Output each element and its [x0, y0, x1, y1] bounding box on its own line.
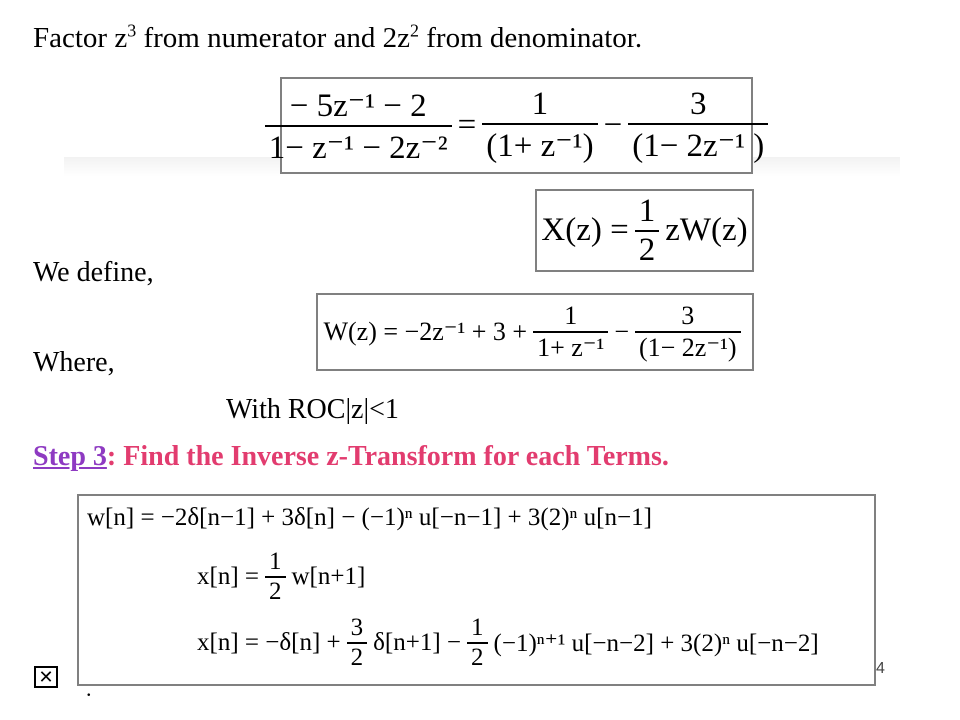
heading-pre: Factor z	[33, 22, 128, 54]
x-of-z-rhs: zW(z)	[665, 212, 748, 248]
fraction-half-2-numerator: 1	[269, 548, 282, 575]
equation-box-x-of-z	[535, 189, 754, 272]
w-of-n-text: w[n] = −2δ[n−1] + 3δ[n] − (−1)ⁿ u[−n−1] + 3(2)ⁿ u[n−1]	[87, 504, 652, 531]
equation-x-of-n-shift	[197, 548, 365, 606]
equation-x-of-z	[537, 191, 752, 270]
fraction-term2	[628, 86, 768, 165]
step-colon: :	[106, 441, 117, 472]
equation-partial-fraction	[268, 79, 765, 172]
w-of-z-lhs: W(z) = −2z⁻¹ + 3 +	[323, 317, 528, 346]
heading-mid: from numerator and 2z	[136, 22, 411, 54]
fraction-half-3	[467, 614, 488, 672]
heading-exp1: 3	[127, 20, 137, 41]
x-of-n-final-lhs: x[n] = −δ[n] +	[197, 629, 341, 656]
fraction-lhs-numerator: − 5z⁻¹ − 2	[289, 87, 427, 124]
step-text: Find the Inverse z-Transform for each Terms.	[116, 441, 669, 472]
fraction-half-2	[265, 548, 286, 606]
fraction-lhs	[265, 85, 452, 167]
label-we-define: We define,	[33, 257, 154, 288]
equation-box-inverse-transform	[77, 494, 876, 686]
equation-box-w-of-z	[316, 293, 754, 371]
equation-w-of-z	[318, 295, 752, 369]
fraction-w1	[533, 301, 608, 363]
fraction-half-2-denominator: 2	[265, 576, 286, 606]
fraction-w2	[635, 301, 741, 363]
fraction-half-denominator: 2	[635, 230, 660, 269]
fraction-half-3-denominator: 2	[467, 642, 488, 672]
fraction-term1-denominator: (1+ z⁻¹)	[482, 123, 597, 165]
heading-post: from denominator.	[419, 22, 643, 54]
step-label: Step 3	[33, 441, 107, 472]
x-of-z-lhs: X(z) =	[541, 212, 629, 248]
fraction-w2-numerator: 3	[681, 301, 695, 330]
fraction-half-numerator: 1	[638, 192, 656, 229]
label-where: Where,	[33, 347, 115, 378]
fraction-three-halves	[347, 614, 368, 672]
step-heading	[33, 441, 669, 473]
fraction-three-halves-numerator: 3	[350, 614, 364, 641]
minus-sign: −	[614, 317, 629, 346]
fraction-half	[635, 193, 660, 269]
x-of-n-final-rhs: (−1)ⁿ⁺¹ u[−n−2] + 3(2)ⁿ u[−n−2]	[493, 630, 819, 657]
label-roc: With ROC|z|<1	[226, 394, 399, 425]
fraction-w2-denominator: (1− 2z⁻¹)	[635, 331, 741, 363]
bullet-dot: .	[86, 676, 92, 701]
x-of-n-shift-rhs: w[n+1]	[291, 563, 366, 590]
fraction-term2-denominator: (1− 2z⁻¹ )	[628, 123, 768, 165]
fraction-three-halves-denominator: 2	[347, 642, 368, 672]
x-of-n-shift-lhs: x[n] =	[197, 563, 259, 590]
fraction-lhs-denominator: 1− z⁻¹ − 2z⁻²	[265, 125, 452, 167]
equation-x-of-n-final	[197, 614, 819, 672]
equals-sign: =	[457, 107, 477, 143]
heading-text	[33, 22, 642, 55]
equation-w-of-n	[87, 504, 652, 532]
minus-sign: −	[603, 107, 623, 143]
checkbox-x-icon: ✕	[34, 666, 58, 688]
fraction-term1-numerator: 1	[531, 86, 549, 122]
heading-exp2: 2	[410, 20, 420, 41]
fraction-term1	[482, 86, 597, 165]
fraction-half-3-numerator: 1	[471, 614, 484, 641]
page-number: 4	[876, 660, 885, 677]
fraction-term2-numerator: 3	[689, 86, 707, 122]
x-of-n-final-mid: δ[n+1] −	[373, 629, 462, 656]
equation-box-partial-fraction	[268, 77, 765, 174]
fraction-w1-numerator: 1	[564, 301, 578, 330]
fraction-w1-denominator: 1+ z⁻¹	[533, 331, 608, 363]
